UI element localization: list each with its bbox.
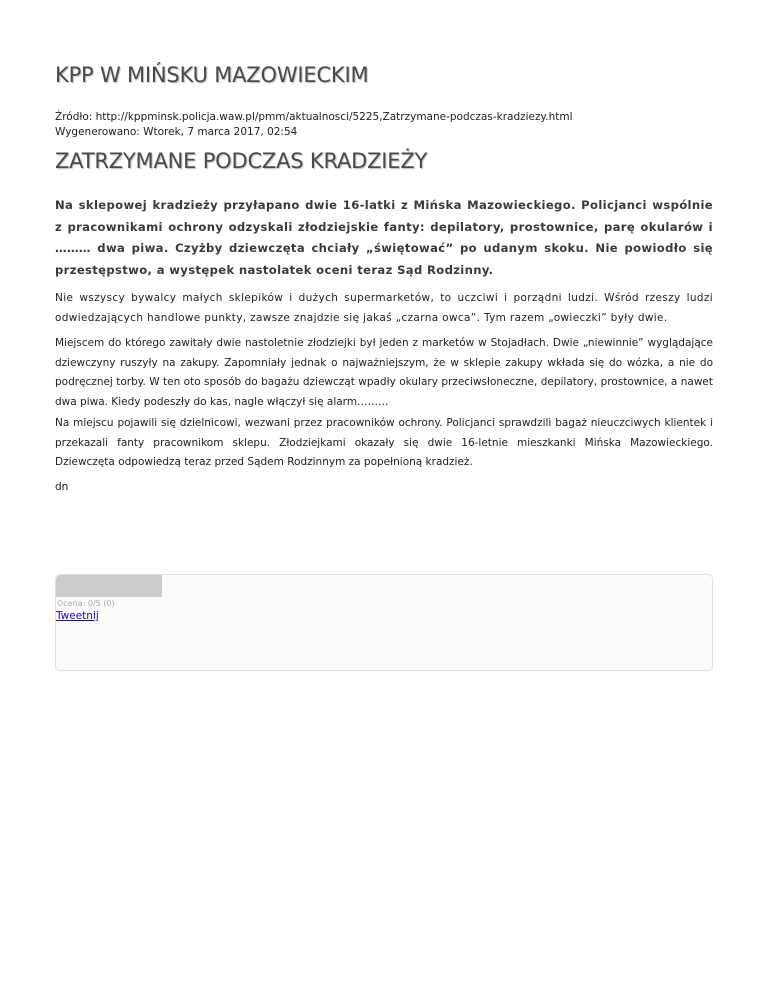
source-url: Źródło: http://kppminsk.policja.waw.pl/pmm/aktualnosci/5225,Zatrzymane-podczas-kradziezy.html (55, 111, 573, 123)
rating-score: Ocena: 0/5 (0) (57, 599, 115, 608)
rating-panel (55, 574, 713, 671)
article-lead: Na sklepowej kradzieży przyłapano dwie 16-latki z Mińska Mazowieckiego. Policjanci wspólnie z pracownikami ochrony odzyskali złodziejskie fanty: depilatory, prostownice, parę okularów i ……… dwa piwa. Czyżby dziewczęta chciały „świętować” po udanym skoku. Nie powiodło się przestępstwo, a występek nastolatek oceni teraz Sąd Rodzinny. (55, 198, 713, 277)
site-title: KPP W MIŃSKU MAZOWIECKIM (55, 63, 369, 87)
generated-date: Wygenerowano: Wtorek, 7 marca 2017, 02:54 (55, 126, 298, 138)
article-title: ZATRZYMANE PODCZAS KRADZIEŻY (55, 149, 428, 173)
tweet-link[interactable]: Tweetnij (56, 610, 99, 622)
document-meta (55, 110, 573, 140)
article-paragraph-1: Nie wszyscy bywalcy małych sklepików i dużych supermarketów, to uczciwi i porządni ludzi. Wśród rzeszy ludzi odwiedzających handlowe punkty, zawsze znajdzie się jakaś „czarna owca”. Tym razem „owieczki” były dwie. (55, 292, 713, 324)
author-signature: dn (55, 481, 69, 493)
article-paragraph-2: Miejscem do którego zawitały dwie nastoletnie złodziejki był jeden z marketów w Stojadłach. Dwie „niewinnie” wyglądające dziewczyny ruszyły na zakupy. Zapomniały jednak o najważniejszym, że w sklepie zakupy wkłada się do wózka, a nie do podręcznej torby. W ten oto sposób do bagażu dziewcząt wpadły okulary przeciwsłoneczne, depilatory, prostownice, a nawet dwa piwa. Kiedy podeszły do kas, nagle włączył się alarm……… (55, 337, 713, 408)
rating-bar[interactable] (56, 575, 162, 597)
article-paragraph-3: Na miejscu pojawili się dzielnicowi, wezwani przez pracowników ochrony. Policjanci sprawdzili bagaż nieuczciwych klientek i przekazali fanty pracownikom sklepu. Złodziejkami okazały się dwie 16-letnie mieszkanki Mińska Mazowieckiego. Dziewczęta odpowiedzą teraz przed Sądem Rodzinnym za popełnioną kradzież. (55, 417, 713, 468)
